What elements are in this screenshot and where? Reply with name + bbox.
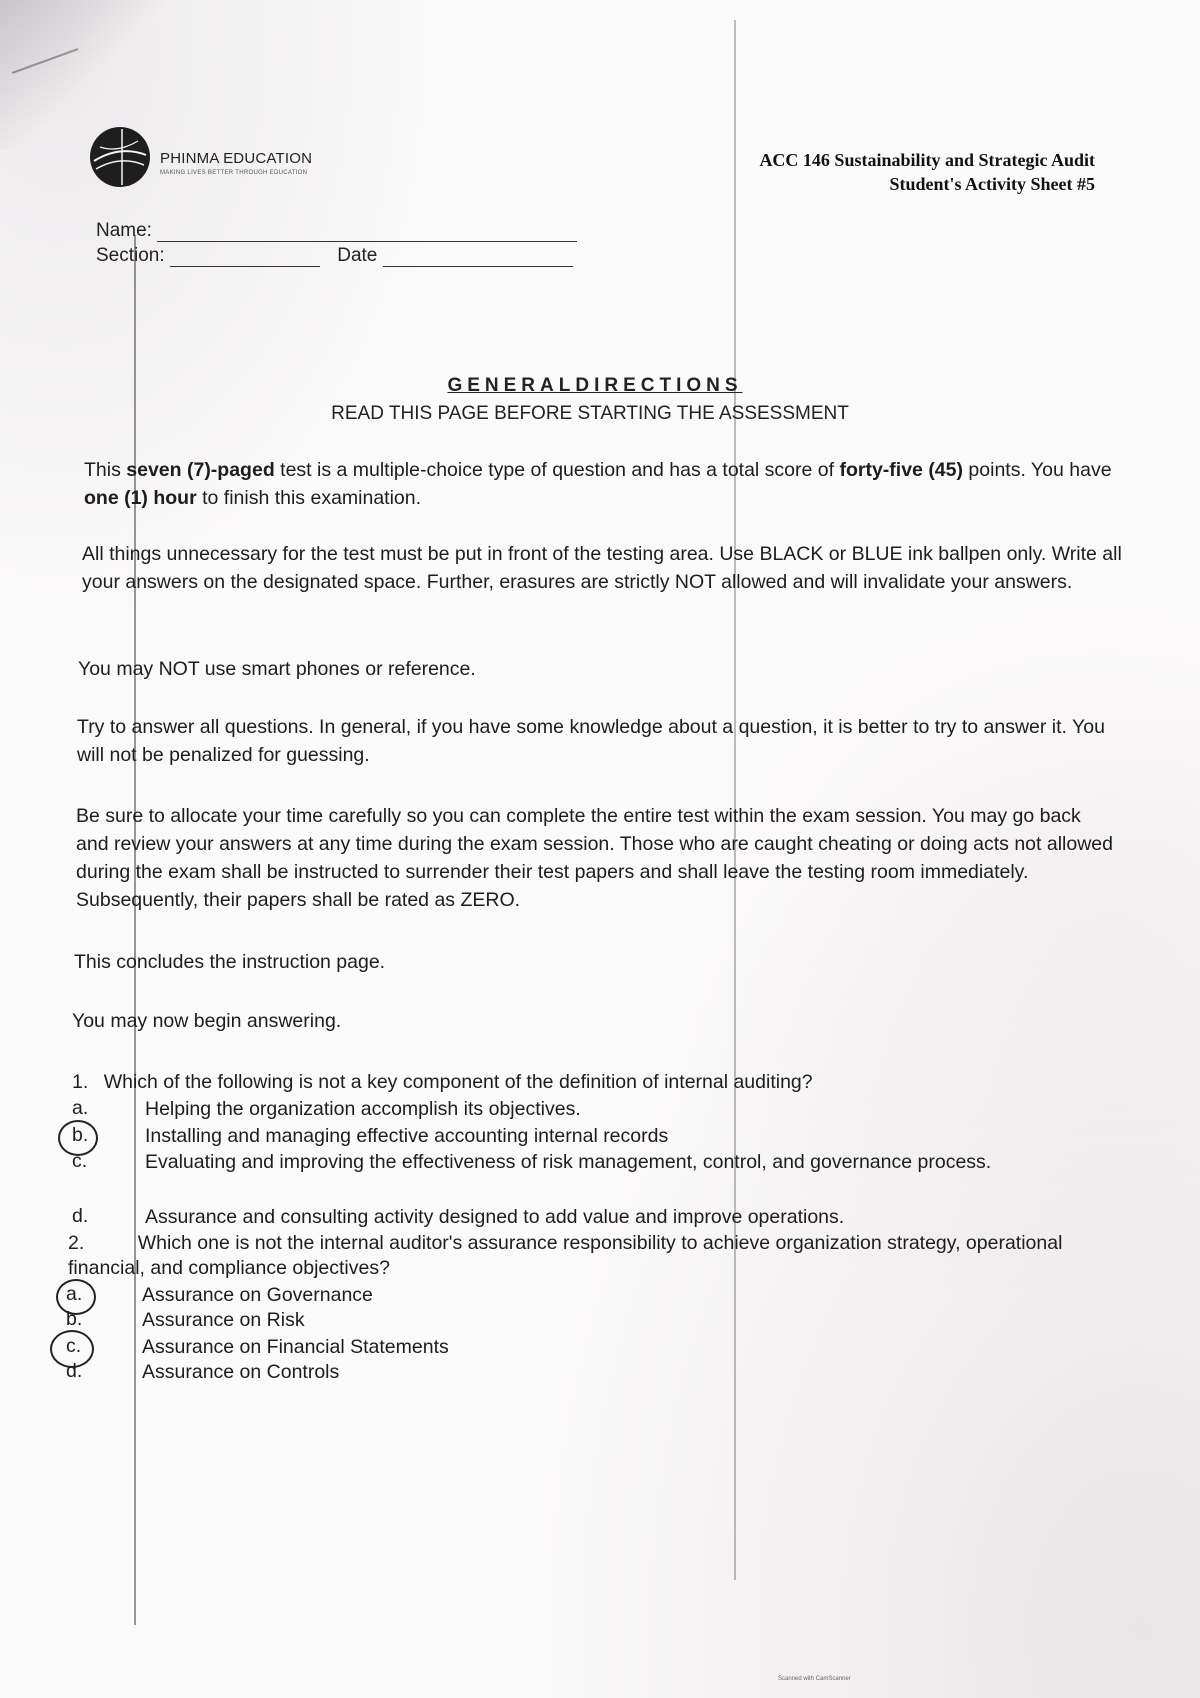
p1-text: test is a multiple-choice type of question and has a total score of — [274, 459, 840, 481]
p1-pages-bold: seven (7)-paged — [126, 459, 275, 481]
phinma-logo-icon — [88, 125, 152, 189]
choice-text: Installing and managing effective accounting internal records — [145, 1125, 669, 1147]
direction-paragraph-2: All things unnecessary for the test must be put in front of the testing area. Use BLACK or BLUE ink ballpen only. Write all your answers on the designated space. Further, erasures are strictly NOT allowed and will invalidate your answers. — [82, 543, 1122, 593]
choice-letter: a. — [66, 1283, 83, 1305]
direction-paragraph-3: You may NOT use smart phones or reference. — [78, 658, 476, 680]
sheet-title: Student's Activity Sheet #5 — [889, 174, 1095, 194]
section-label: Section: — [96, 245, 165, 266]
org-name: PHINMA EDUCATION — [160, 150, 313, 167]
date-label: Date — [337, 245, 378, 266]
choice-letter: d. — [66, 1360, 83, 1382]
name-input-line[interactable] — [157, 223, 577, 242]
section-date-row — [96, 245, 573, 267]
p1-text: points. You have — [963, 459, 1112, 481]
question-number: 2. — [68, 1232, 85, 1254]
question-1 — [72, 1070, 1132, 1095]
choice-text: Assurance on Governance — [142, 1284, 373, 1306]
directions-subheading: READ THIS PAGE BEFORE STARTING THE ASSESSMENT — [331, 403, 849, 424]
choice-text: Evaluating and improving the effectiveness of risk management, control, and governance process. — [145, 1151, 992, 1173]
choice-text: Assurance and consulting activity designed to add value and improve operations. — [145, 1206, 845, 1228]
choice-letter: c. — [66, 1335, 82, 1357]
scan-artifact-line — [134, 235, 136, 1625]
direction-paragraph-1 — [84, 456, 1124, 512]
question-text: Which of the following is not a key component of the definition of internal auditing? — [103, 1071, 813, 1093]
p1-text: to finish this examination. — [196, 487, 422, 509]
scanner-watermark: Scanned with CamScanner — [778, 1676, 851, 1682]
date-input-line[interactable] — [383, 248, 573, 267]
question-number: 1. — [72, 1071, 89, 1093]
choice-text: Assurance on Risk — [142, 1309, 305, 1331]
direction-paragraph-6: This concludes the instruction page. — [74, 951, 386, 973]
direction-paragraph-7: You may now begin answering. — [72, 1010, 342, 1032]
section-input-line[interactable] — [170, 248, 320, 267]
p1-text: This — [84, 459, 127, 481]
org-tagline: MAKING LIVES BETTER THROUGH EDUCATION — [160, 170, 308, 176]
choice-text: Assurance on Controls — [142, 1361, 340, 1383]
name-field-row — [96, 220, 577, 242]
choice-letter: c. — [72, 1150, 88, 1172]
choice-letter: a. — [72, 1097, 89, 1119]
choice-letter: b. — [72, 1124, 89, 1146]
choice-text: Assurance on Financial Statements — [142, 1336, 449, 1358]
course-title: ACC 146 Sustainability and Strategic Audit — [759, 150, 1095, 170]
name-label: Name: — [96, 220, 152, 241]
p1-time-bold: one (1) hour — [84, 487, 197, 509]
choice-letter: d. — [72, 1205, 89, 1227]
directions-heading: GENERALDIRECTIONS — [447, 375, 743, 396]
choice-letter: b. — [66, 1308, 83, 1330]
direction-paragraph-4: Try to answer all questions. In general, if you have some knowledge about a question, it is better to try to answer it. You will not be penalized for guessing. — [77, 716, 1105, 766]
p1-score-bold: forty-five (45) — [839, 459, 963, 481]
choice-text: Helping the organization accomplish its objectives. — [145, 1098, 581, 1120]
question-text: Which one is not the internal auditor's assurance responsibility to achieve organization strategy, operational financial, and compliance objectives? — [68, 1232, 1063, 1279]
direction-paragraph-5: Be sure to allocate your time carefully so you can complete the entire test within the exam session. You may go back and review your answers at any time during the exam session. Those who are caught cheating or doing acts not allowed during the exam shall be instructed to surrender their test papers and shall leave the testing room immediately. Subsequently, their papers shall be rated as ZERO. — [76, 805, 1113, 911]
question-2 — [68, 1231, 1128, 1281]
